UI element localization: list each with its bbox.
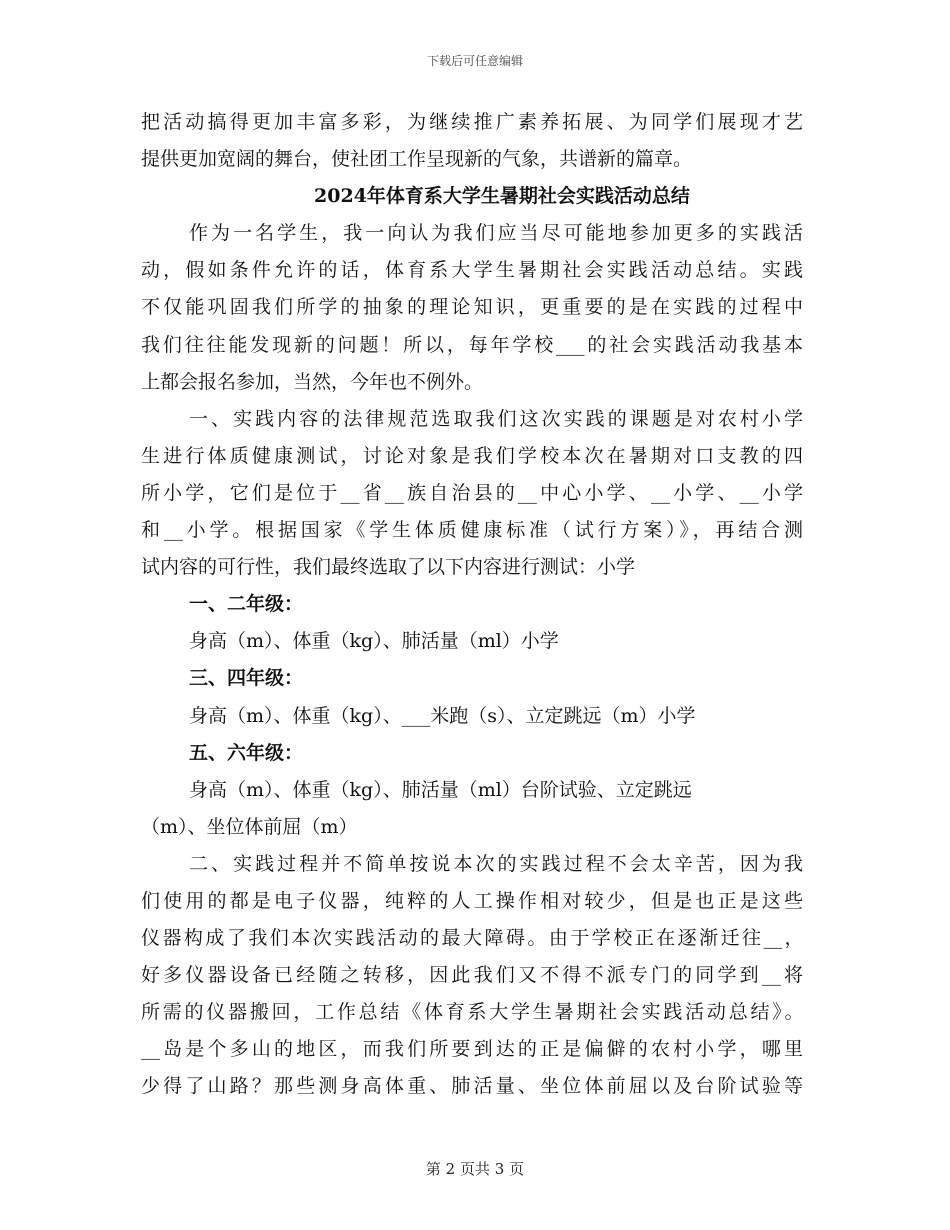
paragraph-line: 好多仪器设备已经随之转移，因此我们又不得不派专门的同学到__将 [141, 964, 803, 987]
paragraph-line: 少得了山路？那些测身高体重、肺活量、坐位体前屈以及台阶试验等 [141, 1075, 803, 1098]
document-title: 2024年体育系大学生暑期社会实践活动总结 [314, 185, 690, 208]
paragraph-line: 们使用的都是电子仪器，纯粹的人工操作相对较少，但是也正是这些 [141, 889, 803, 912]
paragraph-line: 二、实践过程并不简单按说本次的实践过程不会太辛苦，因为我 [189, 852, 803, 875]
grade-heading: 五、六年级： [189, 741, 304, 764]
paragraph-line: 把活动搞得更加丰富多彩，为继续推广素养拓展、为同学们展现才艺 [141, 111, 803, 133]
paragraph-line: 动，假如条件允许的话，体育系大学生暑期社会实践活动总结。实践 [141, 259, 803, 282]
paragraph-line: 作为一名学生，我一向认为我们应当尽可能地参加更多的实践活 [189, 222, 803, 245]
page-header: 下载后可任意编辑 [426, 54, 523, 68]
grade-heading: 一、二年级： [189, 593, 304, 616]
paragraph-line: 身高（m）、体重（kg）、___米跑（s）、立定跳远（m）小学 [189, 704, 696, 727]
paragraph-line: 仪器构成了我们本次实践活动的最大障碍。由于学校正在逐渐迁往__， [141, 927, 803, 950]
page-footer: 第 2 页共 3 页 [425, 1160, 525, 1178]
paragraph-line: 提供更加宽阔的舞台，使社团工作呈现新的气象，共谱新的篇章。 [141, 148, 693, 171]
document-body [141, 104, 803, 1106]
paragraph-line: 我们往往能发现新的问题！所以，每年学校___的社会实践活动我基本 [141, 333, 803, 356]
paragraph-line: （m）、坐位体前屈（m） [141, 815, 358, 838]
paragraph-line: 试内容的可行性，我们最终选取了以下内容进行测试：小学 [141, 556, 636, 579]
grade-heading: 三、四年级： [189, 667, 304, 690]
paragraph-line: __岛是个多山的地区，而我们所要到达的正是偏僻的农村小学，哪里 [141, 1038, 803, 1061]
paragraph-line: 一、实践内容的法律规范选取我们这次实践的课题是对农村小学 [189, 407, 803, 430]
paragraph-line: 所需的仪器搬回，工作总结《体育系大学生暑期社会实践活动总结》。 [141, 1001, 803, 1024]
paragraph-line: 不仅能巩固我们所学的抽象的理论知识，更重要的是在实践的过程中 [141, 296, 803, 319]
paragraph-line: 和__小学。根据国家《学生体质健康标准（试行方案）》，再结合测 [141, 519, 803, 542]
paragraph-line: 身高（m）、体重（kg）、肺活量（ml）小学 [189, 630, 559, 653]
paragraph-line: 所小学，它们是位于__省__族自治县的__中心小学、__小学、__小学 [141, 481, 803, 504]
paragraph-line: 身高（m）、体重（kg）、肺活量（ml）台阶试验、立定跳远 [189, 778, 692, 801]
paragraph-line: 上都会报名参加，当然，今年也不例外。 [141, 370, 484, 393]
paragraph-line: 生进行体质健康测试，讨论对象是我们学校本次在暑期对口支教的四 [141, 444, 803, 467]
